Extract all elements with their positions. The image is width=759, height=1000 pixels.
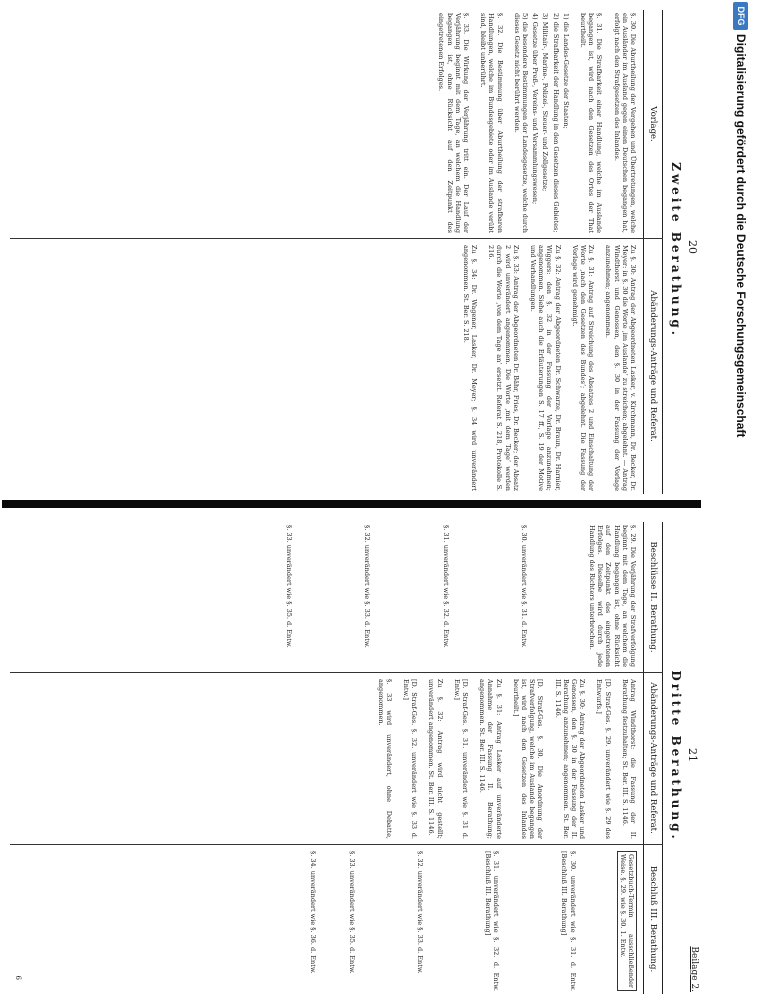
referat-paragraph: Zu §. 30: Antrag der Abgeordneten Lasker, v. Kirchmann, Dr. Becker, Dr. Meyer: in §. 30 die Worte ‚im Auslande‘ zu streichen; abgelehnt. — Antrag Windthorst und Genossen, den §. 30 in der Fassung der Vorlage anzunehmen; angenommen. bbox=[604, 245, 637, 491]
vorlage-paragraph: 3) Militair-, Marine-, Polizei-, Steuer- und Zollgesetze; bbox=[541, 13, 550, 192]
right-page-number: 21 bbox=[686, 748, 699, 762]
left-page bbox=[0, 0, 705, 500]
vorlage-paragraph: §. 33. Die Wirkung der Verjährung tritt ein. Der Lauf der Verjährung beginnt mit dem Tage, an welchem die Handlung begangen ist, ohne Rücksicht auf den Zeitpunkt des eingetretenen Erfolges. bbox=[437, 13, 470, 233]
right-col-header-beschluss2: Beschlüsse II. Berathung. bbox=[643, 522, 663, 672]
dfg-logo-text: DFG bbox=[736, 6, 746, 26]
referat-paragraph: Antrag Windthorst: die Fassung der II. Berathung festzuhalten; St. Ber. III. S. 1146. bbox=[620, 679, 637, 839]
vorlage-paragraph: §. 31. Die Strafbarkeit einer Handlung, welche im Auslande begangen ist, wird nach den Gesetzen des Ortes der That beurtheilt. bbox=[578, 13, 604, 233]
right-col-header-beschluss3: Beschluß III. Berathung. bbox=[643, 844, 663, 994]
beschluss2-paragraph: §. 31. unverändert wie §. 32. d. Entw. bbox=[441, 525, 450, 648]
referat-paragraph: [D. Straf-Ges. §. 31. unverändert wie §. 31 d. Entw.] bbox=[452, 679, 469, 839]
beschluss3-paragraph: §. 30. unverändert wie §. 31. d. Entw. [Beschluß III. Berathung] bbox=[560, 851, 577, 991]
right-beschluss3-column bbox=[10, 848, 637, 994]
left-column-divider bbox=[10, 238, 663, 239]
right-page-header: Dritte Berathung. bbox=[669, 670, 683, 842]
referat-paragraph: Zu §. 32: Antrag der Abgeordneten Dr. Schwarze, Dr. Braun, Dr. Harnier, Wiggers: den §. 32 in der Fassung der Vorlage anzunehmen; angenommen. Siehe auch die Erläuterungen S. 17 ff., S. 19 der Motive und Verhandlungen. bbox=[528, 245, 562, 491]
beilage-label: Beilage 2. bbox=[689, 946, 699, 992]
vorlage-paragraph: 2) die Strafbarkeit der Handlung in den Gesetzen dieses Gebietes; bbox=[551, 13, 560, 233]
referat-paragraph: Zu §. 34: Dr. Wagener, Lasker, Dr. Meyer; §. 34 wird unverändert angenommen. St. Ber. S. 218. bbox=[461, 245, 478, 491]
beschluss2-paragraph: §. 33. unverändert wie §. 35. d. Entw. bbox=[285, 525, 294, 648]
right-referat-column bbox=[10, 676, 637, 842]
vorlage-paragraph: 4) Gesetze über Preß-, Vereins- und Versammlungswesen; bbox=[531, 13, 540, 205]
vorlage-paragraph: §. 32. Die Bestimmung über Aburtheilung der strafbaren Handlungen, welche im Bundesgebiete oder im Auslande verübt sind, bleibt unberührt. bbox=[479, 13, 504, 233]
beschluss2-paragraph: §. 32. unverändert wie §. 33. d. Entw. bbox=[363, 525, 372, 648]
digitization-note: Digitalisierung gefördert durch die Deutsche Forschungsgemeinschaft bbox=[734, 34, 748, 438]
right-col-header-referat: Abänderungs-Anträge und Referat. bbox=[643, 672, 663, 844]
beschluss2-paragraph: §. 30. unverändert wie §. 31. d. Entw. bbox=[519, 525, 528, 648]
beschluss3-paragraph: §. 33. unverändert wie §. 35. d. Entw. bbox=[347, 851, 356, 974]
referat-paragraph: Zu §. 31: Antrag auf Streichung des Absatzes 2 und Einschaltung der Worte ‚nach den Gesetzen des Bundes‘; abgelehnt. Die Fassung der Vorlage wird genehmigt. bbox=[570, 245, 596, 491]
book-gutter bbox=[2, 500, 701, 508]
left-col-header-referat: Abänderungs-Anträge und Referat. bbox=[643, 238, 663, 494]
beschluss3-paragraph: §. 31. unverändert wie §. 32. d. Entw. [Beschluß III. Berathung] bbox=[483, 851, 501, 991]
referat-paragraph: Zu §. 32: Antrag wird nicht gestellt; unverändert angenommen. St. Ber. III. S. 1146. bbox=[427, 679, 444, 839]
referat-paragraph: [D. Straf-Ges. §. 30. Die Anordnung der Strafverfolgung, welche im Auslande begangen ist, wird nach den Gesetzen des Inlandes beurtheilt.] bbox=[511, 679, 545, 839]
referat-paragraph: [D. Straf-Ges. §. 32. unverändert wie §. 33 d. Entw.] bbox=[401, 679, 419, 839]
referat-paragraph: [D. Straf-Ges. §. 29. unverändert wie §. 29 des Entwurfs.] bbox=[595, 679, 612, 839]
beschluss2-paragraph: §. 29. Die Verjährung der Strafverfolgung beginnt mit dem Tage, an welchem die Handlung begangen ist, ohne Rücksicht auf den Zeitpunkt des eingetretenen Erfolges. Dieselbe wird durch jede Handlung des Richters unterbrochen. bbox=[587, 525, 637, 667]
right-bottom-number: 6 bbox=[14, 975, 22, 980]
left-table bbox=[10, 10, 663, 494]
referat-paragraph: Zu §. 31: Antrag Lasker auf unveränderte Annahme der Fassung II. Berathung; angenommen. St. Ber. III. S. 1146. bbox=[478, 679, 503, 839]
left-page-header: Zweite Berathung. bbox=[669, 162, 683, 338]
left-col-header-vorlage: Vorlage. bbox=[643, 10, 663, 238]
dfg-logo bbox=[733, 2, 748, 30]
beschluss3-paragraph: Gesetzbuch-Termin ausschließender Weise. §. 29. wie §. 30. 1. Entw. bbox=[617, 851, 637, 991]
left-referat-column bbox=[10, 242, 637, 494]
vorlage-paragraph: 5) die besondere Bestimmungen der Landesgesetze, welche durch dieses Gesetz nicht berührt werden. bbox=[512, 13, 529, 233]
right-beschluss2-column bbox=[10, 522, 637, 670]
right-column-divider bbox=[10, 844, 663, 845]
digitization-strip bbox=[705, 0, 759, 1000]
referat-paragraph: Zu §. 33: Antrag der Abgeordneten Dr. Bähr, Fries, Dr. Becker; der Absatz 2 wird unverändert angenommen. Die Worte ‚mit dem Tage‘ werden durch die Worte ‚von dem Tage an‘ ersetzt. Referat S. 218, Protokolle S. 216. bbox=[487, 245, 520, 491]
right-page bbox=[0, 512, 705, 1000]
vorlage-paragraph: 1) die Landes-Gesetze der Staaten; bbox=[561, 13, 570, 129]
right-table bbox=[10, 522, 663, 994]
left-vorlage-column bbox=[10, 10, 637, 236]
referat-paragraph: Zu §. 30: Antrag der Abgeordneten Lasker und Genossen, den §. 30 in der Fassung der II. Berathung anzunehmen; angenommen. St. Ber. III. S. 1146. bbox=[553, 679, 587, 839]
referat-paragraph: §. 33 wird unverändert, ohne Debatte, angenommen. bbox=[376, 679, 393, 839]
beschluss3-paragraph: §. 34. unverändert wie §. 36. d. Entw. bbox=[309, 851, 318, 974]
right-column-divider bbox=[10, 672, 663, 673]
vorlage-paragraph: §. 30. Die Aburtheilung der Vergehen und Übertretungen, welche ein Ausländer im Ausland gegen einen Deutschen begangen hat, erfolgt nach den Strafgesetzen des Inlandes. bbox=[612, 13, 637, 233]
beschluss3-paragraph: §. 32. unverändert wie §. 33. d. Entw. bbox=[415, 851, 424, 974]
left-page-number: 20 bbox=[686, 240, 699, 254]
